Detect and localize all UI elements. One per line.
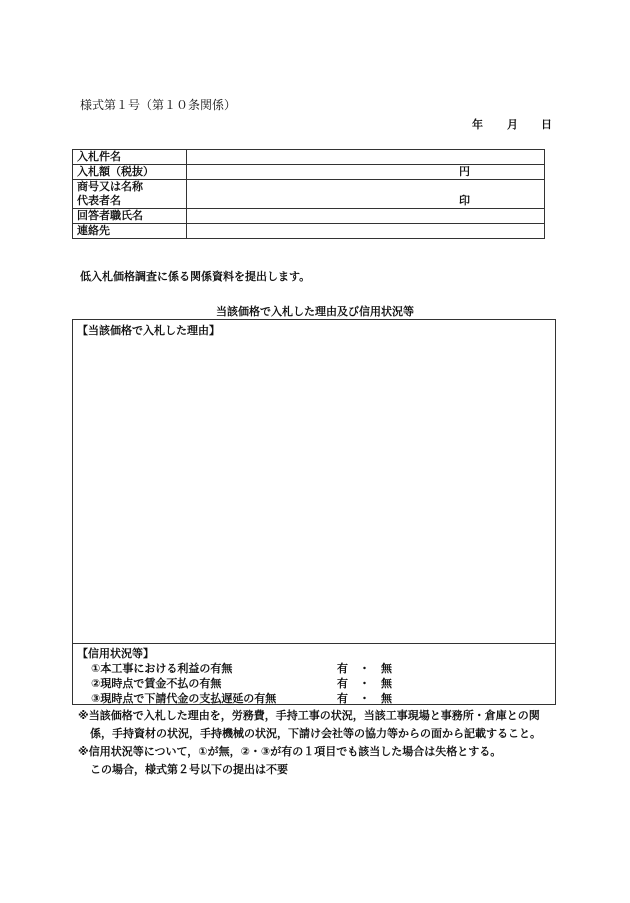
reason-box[interactable] [72,319,556,644]
submission-statement: 低入札価格調査に係る関係資料を提出します。 [80,270,311,283]
credit-box-label: 【信用状況等】 [77,647,154,660]
form-number: 様式第１号（第１０条関係） [80,98,237,112]
table-row [73,224,545,239]
table-row [73,209,545,224]
section-title: 当該価格で入札した理由及び信用状況等 [216,305,414,318]
table-row [73,165,545,180]
credit-item-answer[interactable]: 有 ・ 無 [337,677,392,690]
row-label-bid-name: 入札件名 [73,150,187,165]
bid-amount-field[interactable] [187,165,545,180]
bidder-info-table [72,149,545,239]
row-label-bid-amount: 入札額（税抜） [73,165,187,180]
credit-status-box [72,643,556,705]
respondent-field[interactable] [187,209,545,224]
note-submission-exemption: この場合，様式第２号以下の提出は不要 [90,763,288,776]
notes [78,707,558,779]
row-label-respondent: 回答者職氏名 [73,209,187,224]
date-day-label: 日 [541,118,552,131]
credit-item-answer[interactable]: 有 ・ 無 [337,662,392,675]
row-label-company-name: 商号又は名称 [73,180,187,195]
credit-item-wage-unpaid [91,675,551,689]
credit-item-profit [91,660,551,674]
credit-item-answer[interactable]: 有 ・ 無 [337,692,392,705]
bid-name-field[interactable] [187,150,545,165]
table-row [73,150,545,165]
row-label-representative: 代表者名 [73,194,187,209]
company-name-field[interactable] [187,180,545,195]
credit-item-text: ②現時点で賃金不払の有無 [91,677,222,690]
table-row [73,180,545,195]
date-year-label: 年 [472,118,483,131]
date-month-label: 月 [507,118,518,131]
credit-item-payment-delay [91,690,551,704]
credit-item-text: ①本工事における利益の有無 [91,662,233,675]
yen-unit-label: 円 [459,165,470,178]
table-row [73,194,545,209]
reason-box-label: 【当該価格で入札した理由】 [77,324,220,337]
note-reason-guidance: ※当該価格で入札した理由を，労務費，手持工事の状況，当該工事現場と事務所・倉庫との関係，手持資材の状況，手持機械の状況，下請け会社等の協力等からの面から記載すること。 [78,709,541,740]
credit-item-text: ③現時点で下請代金の支払遅延の有無 [91,692,277,705]
row-label-contact: 連絡先 [73,224,187,239]
note-disqualification: ※信用状況等について，①が無，②・③が有の１項目でも該当した場合は失格とする。 [78,745,502,758]
representative-field[interactable] [187,194,545,209]
contact-field[interactable] [187,224,545,239]
seal-mark-label: 印 [459,194,470,207]
